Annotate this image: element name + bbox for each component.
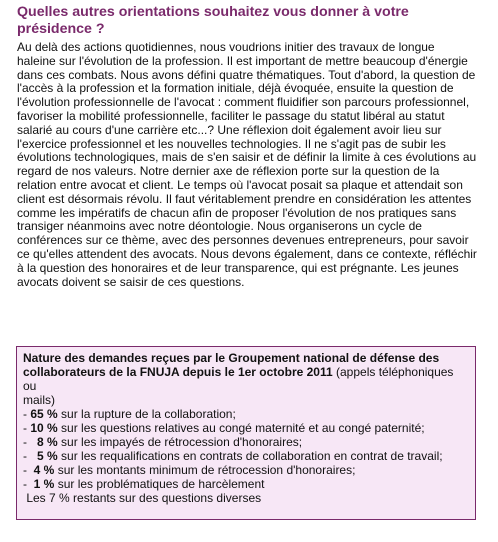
question-line-2: présidence ? xyxy=(17,21,105,37)
item-prefix: - xyxy=(23,449,37,463)
answer-line: l'évolution professionnelle de l'avocat : comment fluidifier son parcours professionnel, xyxy=(17,95,470,110)
answer-line: regard de nos valeurs. Notre dernier axe de réflexion porte sur la question de la xyxy=(17,164,440,179)
item-text: sur les requalifications en contrats de collaboration en contrat de travail; xyxy=(57,449,443,463)
answer-line: Au delà des actions quotidiennes, nous voudrions initier des travaux de longue xyxy=(17,40,435,54)
item-percentage: 10 % xyxy=(30,421,58,435)
question-line-1: Quelles autres orientations souhaitez vous donner à votre xyxy=(17,4,409,20)
item-text: sur les questions relatives au congé maternité et au congé paternité; xyxy=(57,421,425,435)
question-heading xyxy=(17,4,487,38)
statistics-title-line-2: collaborateurs de la FNUJA depuis le 1er octobre 2011 xyxy=(23,365,333,379)
statistics-list xyxy=(23,407,469,505)
answer-line: à la question des honoraires et de leur transparence, qui est prégnante. Les jeunes xyxy=(17,260,459,275)
statistics-box-title xyxy=(23,351,469,407)
answer-line: relation entre avocat et client. Le temps où l'avocat posait sa plaque et attendait son xyxy=(17,177,463,192)
statistics-item xyxy=(23,407,469,421)
item-text: sur les problématiques de harcèlement xyxy=(54,477,265,491)
statistics-item xyxy=(23,477,469,491)
answer-line: ce qu'elles attendent des avocats. Nous devons également, dans ce contexte, réfléchir xyxy=(17,246,477,261)
item-prefix: - xyxy=(23,477,34,491)
item-prefix: - xyxy=(23,435,37,449)
item-prefix: - xyxy=(23,463,34,477)
answer-line: l'accès à la profession et la formation initiale, déjà évoquée, ensuite la question de xyxy=(17,81,454,96)
answer-line: évolutions technologiques, mais de s'en saisir et de définir la limite à ces évolutions au xyxy=(17,150,477,165)
statistics-item xyxy=(23,435,469,449)
statistics-item xyxy=(23,421,469,435)
item-percentage: 65 % xyxy=(30,407,58,421)
answer-line: avocats doivent se saisir de ces questions. xyxy=(17,274,245,289)
statistics-title-line-3: mails) xyxy=(23,393,55,407)
answer-line: haleine sur l'évolution de la profession. Il est important de mettre beaucoup d'énergie xyxy=(17,53,468,68)
answer-line: conférences sur ce thème, avec des personnes devenues entrepreneurs, pour savoir xyxy=(17,233,469,248)
item-text: sur la rupture de la collaboration; xyxy=(57,407,236,421)
answer-line: transiger néanmoins avec notre déontologie. Nous organiserons un cycle de xyxy=(17,219,422,234)
item-percentage: 5 % xyxy=(37,449,58,463)
statistics-item xyxy=(23,463,469,477)
item-percentage: 4 % xyxy=(33,463,55,477)
item-text: sur les montants minimum de rétrocession d'honoraires; xyxy=(54,463,356,477)
answer-line: comme les impératifs de chacun afin de proposer l'évolution de nos pratiques sans xyxy=(17,205,457,220)
statistics-title-suffix: (appels téléphoniques ou xyxy=(23,365,454,393)
answer-paragraph xyxy=(17,41,487,289)
item-prefix: - xyxy=(23,407,31,421)
statistics-title-line-1: Nature des demandes reçues par le Groupement national de défense des xyxy=(23,351,440,365)
answer-line: salarié au cours d'une carrière etc...? Une réflexion doit également avoir lieu sur xyxy=(17,122,442,137)
item-percentage: 1 % xyxy=(33,477,55,491)
item-text: sur les impayés de rétrocession d'honoraires; xyxy=(57,435,303,449)
item-percentage: 8 % xyxy=(37,435,58,449)
answer-line: l'exercice professionnel et les nouvelles technologies. Il ne s'agit pas de subir les xyxy=(17,136,446,151)
answer-line: dans ces combats. Nous avons défini quatre thématiques. Tout d'abord, la question de xyxy=(17,67,476,82)
statistics-item xyxy=(23,449,469,463)
item-prefix: - xyxy=(23,421,31,435)
answer-line: favoriser la mobilité professionnelle, faciliter le passage du statut libéral au statut xyxy=(17,108,445,123)
answer-line: client est désormais révolu. Il faut véritablement prendre en considération les attentes xyxy=(17,191,472,206)
statistics-box xyxy=(16,346,476,520)
statistics-footer: Les 7 % restants sur des questions diverses xyxy=(23,491,262,505)
